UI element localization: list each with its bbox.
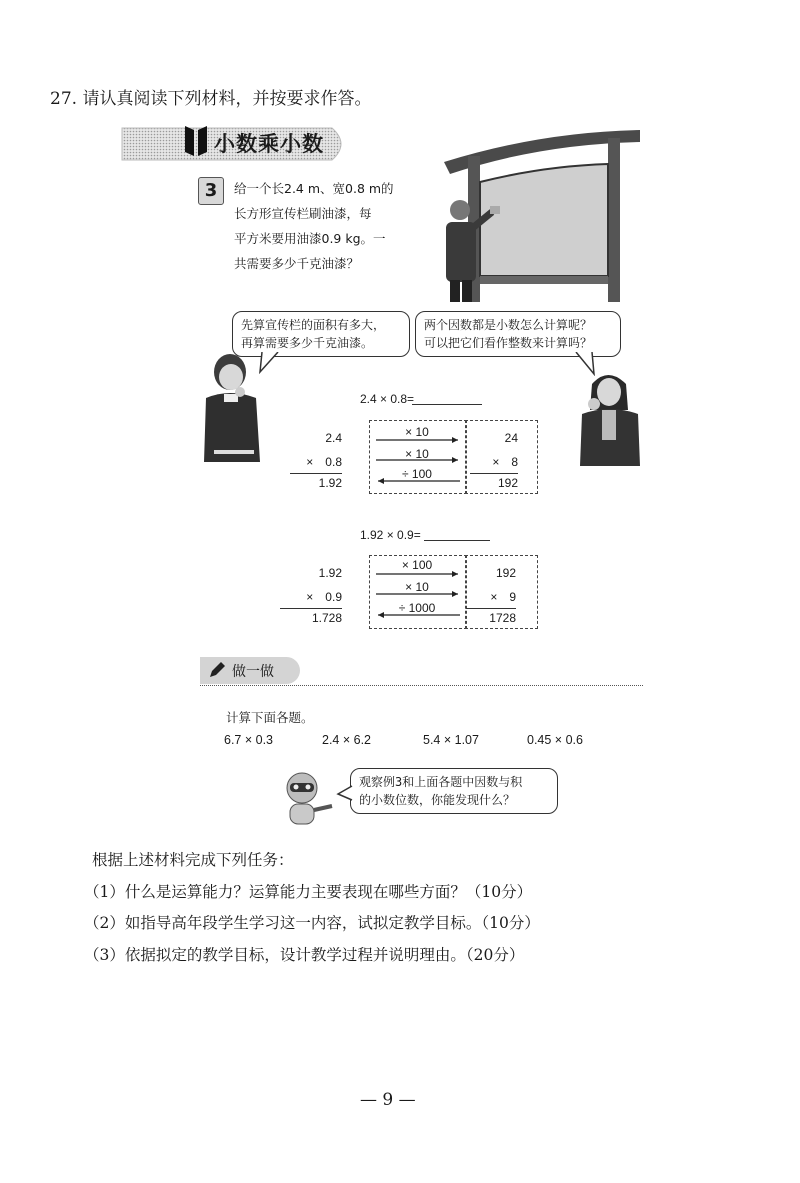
transform-arrows [372, 570, 464, 620]
arrow-label: × 10 [405, 425, 429, 439]
girl-illustration [574, 366, 646, 466]
calc-product: 1.92 [318, 476, 342, 490]
calc-factor: × 0.9 [306, 590, 342, 604]
page-number: — 9 — [360, 1090, 416, 1110]
bubble-line: 两个因数都是小数怎么计算呢？ [424, 318, 593, 332]
calc-factor: 192 [495, 566, 516, 580]
robot-speech-bubble [350, 768, 558, 814]
calc1-left [290, 431, 342, 490]
problem-line: 长方形宣传栏刷油漆，每 [234, 206, 372, 221]
answer-blank [412, 404, 482, 405]
equation-label: 2.4 × 0.8= [360, 392, 415, 406]
calc-product: 192 [497, 476, 518, 490]
banner-title: 小数乘小数 [214, 132, 324, 156]
bulletin-board-illustration [440, 126, 644, 302]
calc-factor: 24 [504, 431, 518, 445]
task-item: （1）什么是运算能力？运算能力主要表现在哪些方面？（10分） [84, 883, 533, 901]
try-title: 做一做 [232, 664, 274, 680]
exercise-item: 2.4 × 6.2 [322, 733, 371, 747]
pencil-icon [208, 661, 226, 679]
calc-product: 1.728 [311, 611, 342, 625]
calc-factor: 2.4 [325, 431, 342, 445]
equation-label: 1.92 × 0.9= [360, 528, 421, 542]
arrow-label: ÷ 100 [402, 467, 432, 481]
exercise-item: 5.4 × 1.07 [423, 733, 479, 747]
task-item: （3）依据拟定的教学目标，设计教学过程并说明理由。（20分） [84, 946, 525, 964]
arrow-label: ÷ 1000 [398, 601, 436, 615]
bubble-line: 再算需要多少千克油漆。 [241, 336, 374, 350]
calc-factor: × 9 [490, 590, 516, 604]
bubble-line: 可以把它们看作整数来计算吗？ [424, 336, 593, 350]
robot-illustration [280, 770, 340, 828]
problem-line: 给一个长2.4 m、宽0.8 m的 [234, 181, 394, 196]
bubble-line: 先算宣传栏的面积有多大， [241, 318, 386, 332]
problem-line: 共需要多少千克油漆？ [234, 256, 360, 271]
bubble-line: 观察例3和上面各题中因数与积 [359, 775, 523, 789]
task-item: （2）如指导高年段学生学习这一内容，试拟定教学目标。（10分） [84, 914, 540, 932]
book-icon [183, 124, 209, 158]
dotted-divider [200, 685, 643, 686]
exercise-intro: 计算下面各题。 [226, 710, 314, 725]
problem-text [234, 176, 414, 276]
calc-factor: × 8 [492, 455, 518, 469]
bubble-line: 的小数位数，你能发现什么？ [359, 793, 516, 807]
speech-bubble-left [232, 311, 410, 357]
calc-product: 1728 [489, 611, 516, 625]
boy-illustration [200, 352, 268, 462]
calc2-right [466, 566, 516, 625]
exercise-item: 0.45 × 0.6 [527, 733, 583, 747]
calc1-right [470, 431, 518, 490]
arrow-label: × 10 [405, 580, 429, 594]
arrow-label: × 100 [401, 558, 433, 572]
question-heading: 27. 请认真阅读下列材料，并按要求作答。 [50, 89, 372, 109]
arrow-label: × 10 [405, 447, 429, 461]
bubble-tail [336, 784, 354, 802]
answer-blank [424, 540, 490, 541]
example-number: 3 [198, 177, 224, 205]
calc2-left [280, 566, 342, 625]
tasks-intro: 根据上述材料完成下列任务： [92, 851, 294, 869]
calc-factor: 1.92 [318, 566, 342, 580]
calc-factor: × 0.8 [306, 455, 342, 469]
transform-arrows [372, 436, 464, 486]
problem-line: 平方米要用油漆0.9 kg。一 [234, 231, 386, 246]
speech-bubble-right [415, 311, 621, 357]
exercise-item: 6.7 × 0.3 [224, 733, 273, 747]
